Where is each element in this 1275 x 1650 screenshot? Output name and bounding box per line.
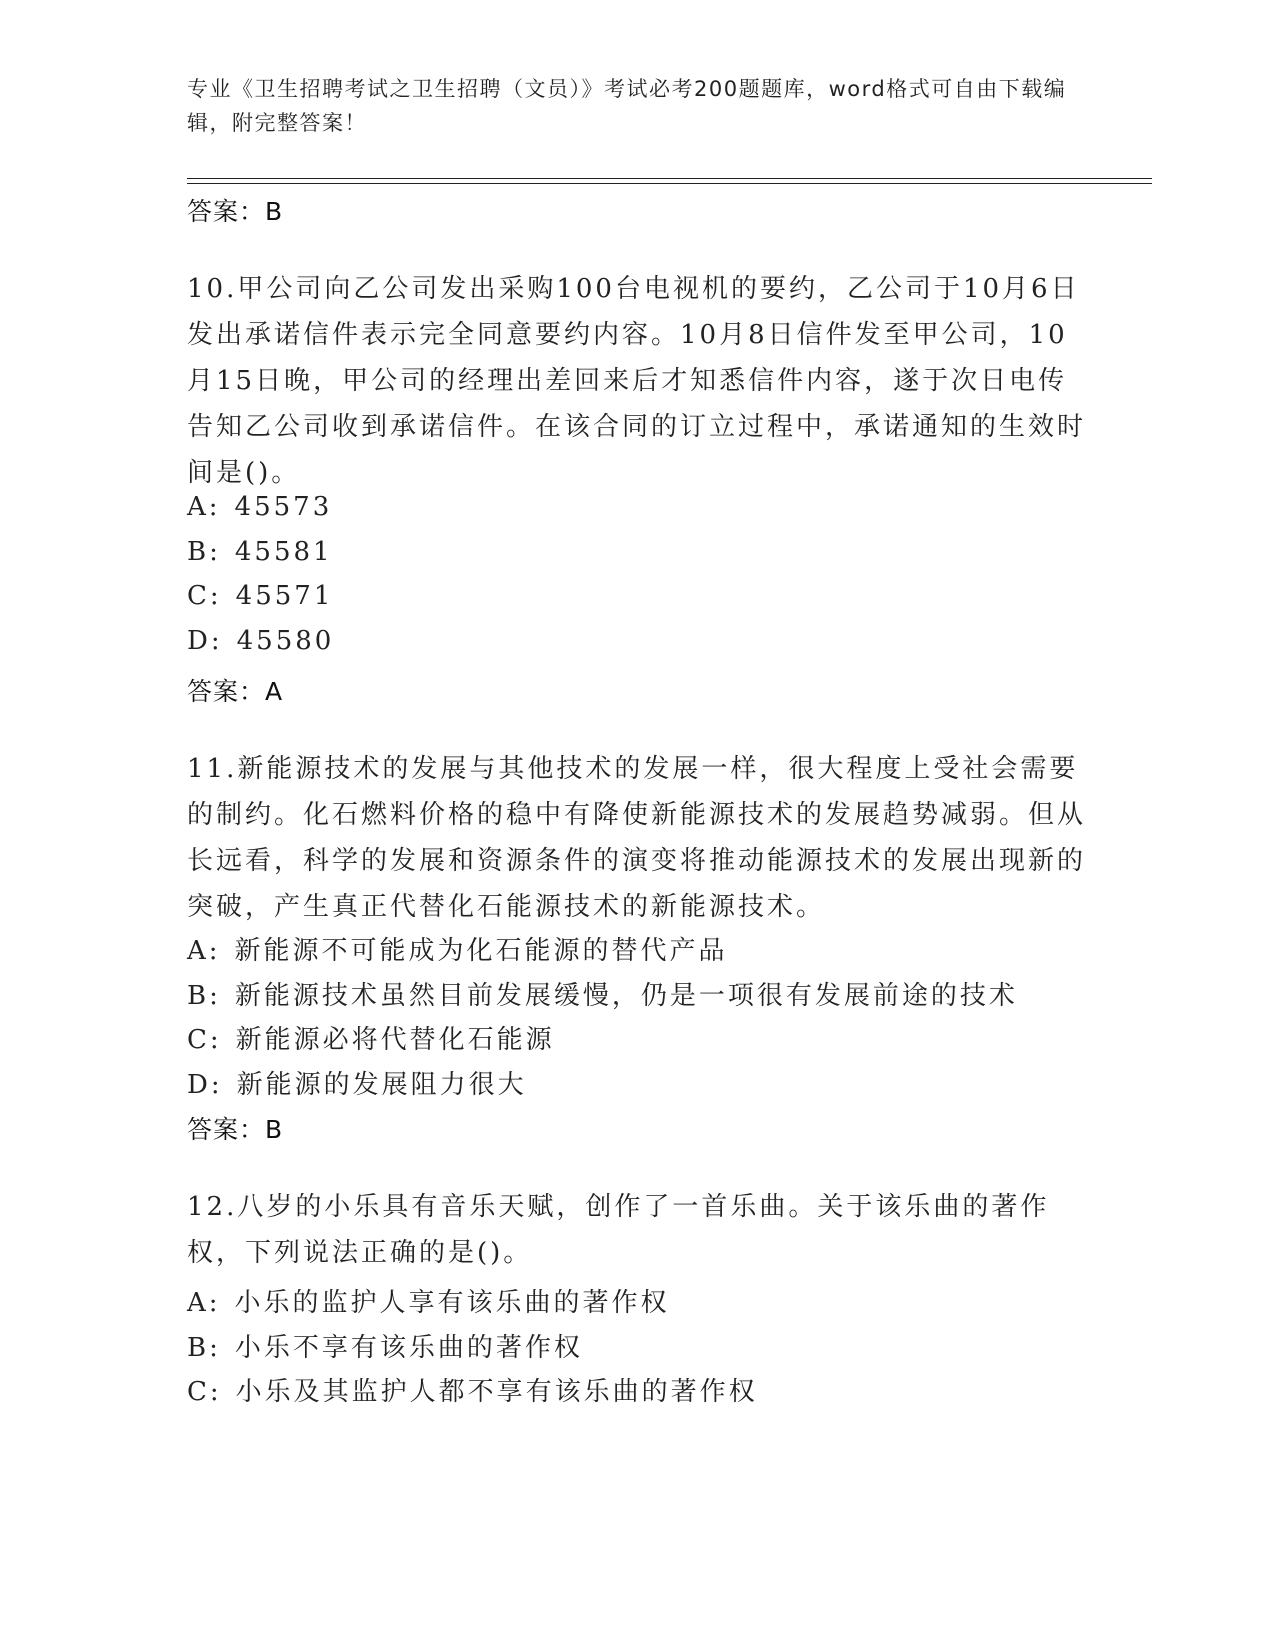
- question-11-answer: 答案：B: [187, 1115, 284, 1144]
- header-rule-top: [187, 178, 1152, 179]
- question-10-option-d: D: 45580: [187, 626, 335, 656]
- question-11-option-d: D: 新能源的发展阻力很大: [187, 1070, 527, 1100]
- question-11-option-a: A: 新能源不可能成为化石能源的替代产品: [187, 936, 728, 966]
- question-12-option-b: B: 小乐不享有该乐曲的著作权: [187, 1333, 583, 1363]
- document-header: 专业《卫生招聘考试之卫生招聘（文员）》考试必考200题题库，word格式可自由下载编辑，附完整答案！: [187, 77, 1067, 135]
- question-12-option-c: C: 小乐及其监护人都不享有该乐曲的著作权: [187, 1377, 758, 1407]
- header-rule-bottom: [187, 183, 1152, 184]
- question-11-option-b: B: 新能源技术虽然目前发展缓慢，仍是一项很有发展前途的技术: [187, 981, 1018, 1011]
- answer-prev: 答案：B: [187, 197, 284, 226]
- question-12-stem: 12.八岁的小乐具有音乐天赋，创作了一首乐曲。关于该乐曲的著作权，下列说法正确的是()。: [187, 1192, 1050, 1268]
- question-10-option-b: B: 45581: [187, 537, 333, 567]
- question-10-option-c: C: 45571: [187, 581, 334, 611]
- question-11-stem: 11.新能源技术的发展与其他技术的发展一样，很大程度上受社会需要的制约。化石燃料价格的稳中有降使新能源技术的发展趋势减弱。但从长远看，科学的发展和资源条件的演变将推动能源技术的发展出现新的突破，产生真正代替化石能源技术的新能源技术。: [187, 754, 1087, 922]
- question-11-option-c: C: 新能源必将代替化石能源: [187, 1025, 555, 1055]
- question-10-stem: 10.甲公司向乙公司发出采购100台电视机的要约，乙公司于10月6日发出承诺信件表示完全同意要约内容。10月8日信件发至甲公司，10月15日晚，甲公司的经理出差回来后才知悉信件内容，遂于次日电传告知乙公司收到承诺信件。在该合同的订立过程中，承诺通知的生效时间是()。: [187, 274, 1087, 488]
- question-12-option-a: A: 小乐的监护人享有该乐曲的著作权: [187, 1288, 670, 1318]
- question-10-option-a: A: 45573: [187, 492, 333, 522]
- question-10-answer: 答案：A: [187, 677, 284, 706]
